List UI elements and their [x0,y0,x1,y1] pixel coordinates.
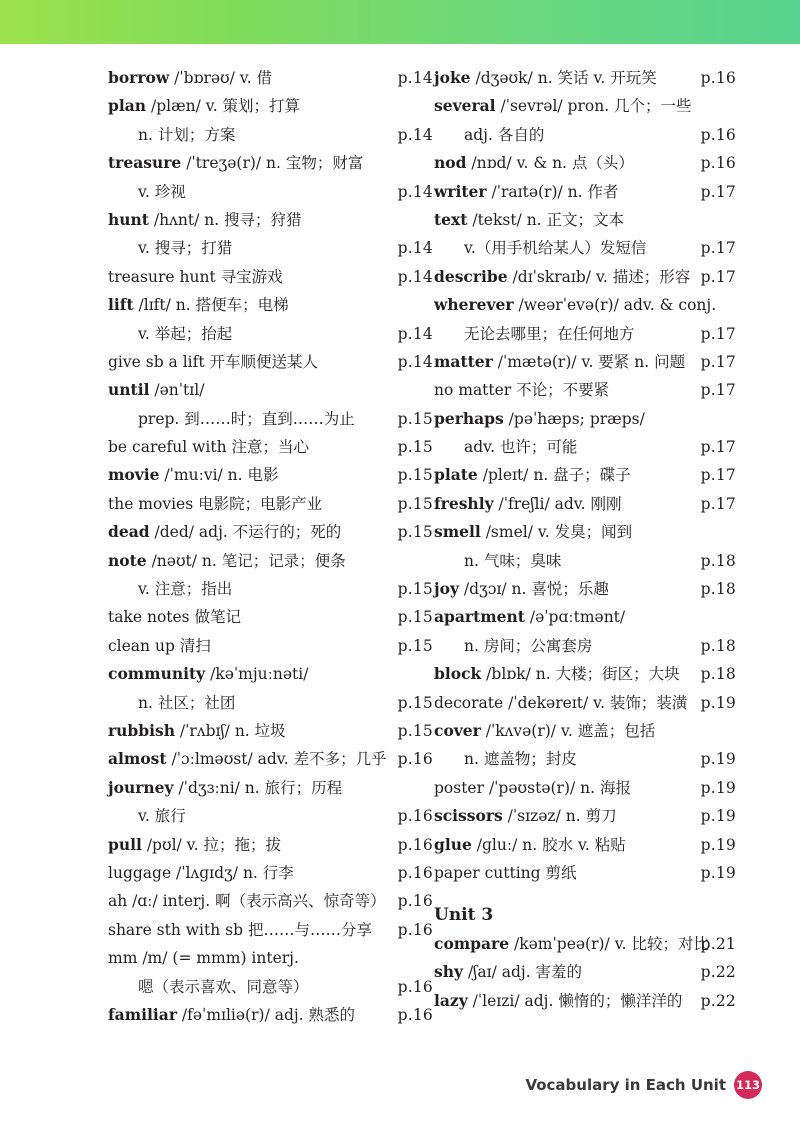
definition: the movies 电影院；电影产业 [108,494,323,513]
vocab-entry [108,433,433,461]
page-reference: p.16 [397,1005,433,1024]
entry-text [434,376,609,404]
vocab-entry [434,603,736,631]
page-reference: p.16 [397,835,433,854]
entry-text [434,461,631,489]
page-reference: p.15 [397,721,433,740]
definition: /ˈbɒrəʊ/ v. 借 [169,69,273,87]
vocab-entry [434,92,736,120]
entry-text [108,64,272,92]
definition: /ˈleɪzi/ adj. 懒惰的；懒洋洋的 [467,991,683,1010]
headword: describe [434,266,508,286]
vocab-entry [108,405,433,433]
entry-text [434,178,619,206]
page-reference: p.16 [700,125,736,144]
page-reference: p.15 [397,608,433,627]
page-reference: p.14 [397,239,433,258]
unit-heading [434,901,736,929]
entry-text [138,689,235,717]
page-reference: p.18 [700,580,736,599]
entry-text [434,92,692,120]
definition: /ˈtreʒə(r)/ n. 宝物；财富 [181,154,364,173]
vocab-column-left [108,64,433,1029]
vocab-entry [434,859,736,887]
page-reference: p.14 [397,267,433,286]
vocab-entry [434,405,736,433]
entry-text [108,916,372,944]
headword: borrow [108,68,170,87]
vocab-entry [434,64,736,92]
definition: /ˈkʌvə(r)/ v. 遮盖；包括 [480,721,656,740]
page-reference: p.16 [700,69,736,87]
entry-text [138,405,355,433]
headword: community [108,664,206,684]
vocab-entry [108,689,433,717]
headword: several [434,96,496,116]
headword: hunt [108,209,149,229]
entry-text [108,149,363,177]
page-reference: p.17 [700,438,736,457]
page-number-badge: 113 [734,1071,762,1099]
entry-text [108,717,286,745]
page-reference: p.15 [397,636,433,655]
definition: n. 房间；公寓套房 [464,636,593,655]
page-reference: p.15 [397,580,433,599]
footer-label: Vocabulary in Each Unit [525,1076,726,1094]
unit-title [434,901,493,929]
vocab-entry [434,689,736,717]
page-reference: p.22 [700,991,736,1010]
page-reference: p.17 [700,182,736,201]
vocab-entry [434,263,736,291]
page-reference: p.16 [397,863,433,882]
definition: /kəmˈpeə(r)/ v. 比较；对比 [509,934,709,953]
vocab-entry [434,887,736,901]
vocab-entry [108,944,433,972]
definition: no matter 不论；不要紧 [434,381,610,400]
vocab-entry [434,958,736,986]
definition: /pʊl/ v. 拉；拖；拔 [141,835,281,854]
definition: /pəˈhæps; præps/ [503,409,645,428]
entry-text [434,149,634,177]
entry-text [434,831,626,859]
definition: poster /ˈpəʊstə(r)/ n. 海报 [434,778,631,797]
page-reference: p.15 [397,409,433,428]
entry-text [108,745,387,773]
page-footer [525,1072,762,1098]
vocab-entry [108,916,433,944]
entry-text [108,490,322,518]
headword: block [434,664,482,684]
definition: /tekst/ n. 正文；文本 [467,210,625,229]
page-reference: p.14 [397,125,433,144]
entry-text [434,575,609,603]
vocab-entry [108,461,433,489]
headword: lift [108,295,134,315]
vocab-entry [434,121,736,149]
vocab-entry [108,547,433,575]
headword: cover [434,720,481,740]
vocab-entry [108,320,433,348]
headword: journey [108,777,174,797]
entry-text [434,206,624,234]
entry-text [434,405,645,433]
entry-text [434,859,577,887]
vocab-entry [108,234,433,262]
entry-text [434,64,657,92]
definition: 嗯（表示喜欢、同意等） [138,977,309,996]
entry-text [138,973,309,1001]
definition: /ˈmætə(r)/ v. 要紧 n. 问题 [492,352,686,371]
page-reference: p.18 [700,636,736,655]
definition: /plæn/ v. 策划；打算 [146,97,301,116]
definition: prep. 到……时；直到……为止 [138,409,355,428]
entry-text [434,930,709,958]
definition: v. 注意；指出 [138,580,233,599]
definition: n. 社区；社团 [138,693,236,712]
entry-text [138,121,235,149]
entry-text [434,518,632,546]
definition: decorate /ˈdekəreɪt/ v. 装饰；装潢 [434,693,688,712]
vocab-entry [108,263,433,291]
headword: until [108,380,150,400]
entry-text [108,461,279,489]
definition: 无论去哪里；在任何地方 [464,324,635,343]
vocab-entry [434,660,736,688]
entry-text [434,263,690,291]
vocab-entry [434,206,736,234]
entry-text [108,1001,355,1029]
vocab-entry [108,149,433,177]
definition: /ˈɔːlməʊst/ adv. 差不多；几乎 [166,750,387,769]
definition: Unit 3 [434,905,494,926]
entry-text [464,234,646,262]
entry-text [434,802,617,830]
page-reference: p.15 [397,523,433,542]
headword: smell [434,522,481,542]
vocab-entry [108,774,433,802]
definition: /dɪˈskraɪb/ v. 描述；形容 [507,267,691,286]
entry-text [108,518,341,546]
vocab-entry [108,973,433,1001]
vocab-entry [434,490,736,518]
vocab-entry [108,490,433,518]
definition: /əˈpɑːtmənt/ [524,608,626,627]
page-reference: p.16 [700,154,736,173]
page-reference: p.14 [397,69,433,87]
vocab-entry [434,433,736,461]
definition: /ded/ adj. 不运行的；死的 [149,523,342,542]
definition: /ˈsevrəl/ pron. 几个；一些 [495,97,692,116]
entry-text [108,944,299,972]
page-reference: p.15 [397,494,433,513]
entry-text [434,774,631,802]
vocab-entry [108,887,433,915]
headword: wherever [434,295,514,315]
definition: /fəˈmɪliə(r)/ adj. 熟悉的 [177,1005,356,1024]
page-reference: p.22 [700,963,736,982]
entry-text [138,178,186,206]
vocab-entry [108,831,433,859]
entry-text [108,831,281,859]
vocab-entry [108,1001,433,1029]
definition: /nəʊt/ n. 笔记；记录；便条 [146,551,346,570]
headword: lazy [434,990,468,1010]
page-reference: p.16 [397,977,433,996]
entry-text [108,376,204,404]
page-reference: p.17 [700,324,736,343]
vocab-entry [434,802,736,830]
entry-text [138,320,232,348]
page-reference: p.14 [397,182,433,201]
page-reference: p.18 [700,551,736,570]
vocab-entry [434,178,736,206]
entry-text [138,234,232,262]
vocab-entry [434,320,736,348]
headword: rubbish [108,720,175,740]
entry-text [434,689,687,717]
definition: /nɒd/ v. & n. 点（头） [466,154,634,173]
page-reference: p.19 [700,693,736,712]
headword: glue [434,834,472,854]
entry-text [108,887,386,915]
entry-text [108,774,342,802]
vocab-entry [434,987,736,1015]
definition: adj. 各自的 [464,125,545,144]
vocab-entry [434,461,736,489]
entry-text [108,859,294,887]
headword: nod [434,153,467,173]
entry-text [434,660,680,688]
headword: joy [434,579,459,599]
vocab-entry [434,575,736,603]
vocab-entry [434,632,736,660]
page-reference: p.15 [397,693,433,712]
page-reference: p.14 [397,324,433,343]
vocab-column-right [434,64,736,1015]
definition: v. 旅行 [138,807,186,826]
vocab-entry [108,64,433,92]
entry-text [434,490,622,518]
page-reference: p.17 [700,381,736,400]
entry-text [108,206,302,234]
definition: /lɪft/ n. 搭便车；电梯 [133,296,289,315]
entry-text [464,320,635,348]
page-reference: p.16 [397,892,433,911]
entry-text [108,660,308,688]
page-reference: p.17 [700,466,736,485]
vocab-entry [108,603,433,631]
definition: /ˈraɪtə(r)/ n. 作者 [486,182,619,201]
headword: freshly [434,493,494,513]
headword: shy [434,962,464,982]
entry-text [464,632,592,660]
vocab-entry [108,575,433,603]
entry-text [108,263,283,291]
definition: /ˈmuːvi/ n. 电影 [159,466,279,485]
vocab-entry [434,774,736,802]
entry-text [464,121,544,149]
definition: /blɒk/ n. 大楼；街区；大块 [481,665,680,684]
definition: share sth with sb 把……与……分享 [108,920,372,939]
vocab-entry [434,291,736,319]
vocab-entry [434,348,736,376]
definition: /ˈsɪzəz/ n. 剪刀 [502,807,617,826]
headword: treasure [108,153,182,173]
entry-text [108,291,289,319]
headword: almost [108,749,167,769]
entry-text [434,348,685,376]
definition: n. 计划；方案 [138,125,236,144]
definition: /ɡluː/ n. 胶水 v. 粘贴 [471,835,626,854]
page-reference: p.19 [700,750,736,769]
vocab-entry [108,802,433,830]
page-reference: p.17 [700,352,736,371]
vocab-entry [108,121,433,149]
definition: /ˈfreʃli/ adv. 刚刚 [493,494,622,513]
page-reference: p.15 [397,438,433,457]
headword: joke [434,68,471,87]
vocab-entry [108,660,433,688]
vocab-entry [434,831,736,859]
page-reference: p.16 [397,750,433,769]
page-reference: p.19 [700,835,736,854]
definition: v.（用手机给某人）发短信 [464,239,647,258]
vocab-entry [108,206,433,234]
headword: perhaps [434,408,504,428]
definition: /ʃaɪ/ adj. 害羞的 [463,963,583,982]
vocab-entry [108,632,433,660]
definition: /hʌnt/ n. 搜寻；狩猎 [148,210,302,229]
headword: dead [108,522,150,542]
definition: /dʒɔɪ/ n. 喜悦；乐趣 [458,580,609,599]
headword: note [108,550,147,570]
vocab-entry [108,859,433,887]
page-reference: p.19 [700,863,736,882]
vocab-entry [108,291,433,319]
page-reference: p.17 [700,239,736,258]
definition: /pleɪt/ n. 盘子；碟子 [477,466,631,485]
headword: writer [434,181,487,201]
vocab-entry [434,547,736,575]
page-reference: p.14 [397,352,433,371]
definition: treasure hunt 寻宝游戏 [108,267,283,286]
entry-text [138,575,232,603]
page-reference: p.19 [700,807,736,826]
definition: ah /ɑː/ interj. 啊（表示高兴、惊奇等） [108,892,386,911]
definition: paper cutting 剪纸 [434,863,577,882]
definition: v. 珍视 [138,182,186,201]
definition: /smel/ v. 发臭；闻到 [480,523,633,542]
vocab-entry [108,178,433,206]
definition: take notes 做笔记 [108,608,242,627]
vocab-entry [108,348,433,376]
entry-text [108,433,309,461]
definition: v. 举起；抬起 [138,324,233,343]
entry-text [464,745,577,773]
entry-text [434,958,582,986]
definition: n. 气味；臭味 [464,551,562,570]
entry-text [464,547,561,575]
page-reference: p.18 [700,665,736,684]
definition: /dʒəʊk/ n. 笑话 v. 开玩笑 [470,69,657,87]
headword: text [434,209,468,229]
definition: clean up 清扫 [108,636,211,655]
page-reference: p.16 [397,920,433,939]
page-reference: p.16 [397,807,433,826]
vocab-entry [434,930,736,958]
entry-text [434,291,716,319]
headword: movie [108,465,160,485]
page-reference: p.17 [700,267,736,286]
entry-text [108,632,211,660]
entry-text [108,348,318,376]
vocab-entry [434,234,736,262]
entry-text [108,92,300,120]
entry-text [434,987,682,1015]
definition: n. 遮盖物；封皮 [464,750,577,769]
definition: /weərˈevə(r)/ adv. & conj. [513,296,717,315]
headword: matter [434,351,493,371]
vocab-entry [434,518,736,546]
definition: /ˈrʌbɪʃ/ n. 垃圾 [175,721,286,740]
headword: pull [108,834,142,854]
vocab-entry [108,745,433,773]
entry-text [138,802,186,830]
headword: scissors [434,806,503,826]
page-reference: p.17 [700,494,736,513]
headword: apartment [434,607,525,627]
vocab-entry [434,376,736,404]
headword: plan [108,96,147,116]
definition: /kəˈmjuːnəti/ [205,665,309,684]
entry-text [434,603,625,631]
page-reference: p.21 [700,934,736,953]
entry-text [108,603,241,631]
entry-text [108,547,346,575]
definition: luggage /ˈlʌɡɪdʒ/ n. 行李 [108,863,294,882]
definition: /ənˈtɪl/ [149,381,205,400]
vocab-entry [108,376,433,404]
headword: familiar [108,1004,177,1024]
vocab-entry [108,518,433,546]
vocab-entry [434,717,736,745]
vocab-entry [108,717,433,745]
page-reference: p.19 [700,778,736,797]
page-reference: p.15 [397,466,433,485]
vocab-entry [434,149,736,177]
definition: /ˈdʒɜːni/ n. 旅行；历程 [173,778,343,797]
definition: adv. 也许；可能 [464,438,578,457]
definition: be careful with 注意；当心 [108,438,309,457]
definition: mm /m/ (= mmm) interj. [108,949,299,968]
vocab-entry [434,745,736,773]
entry-text [434,717,655,745]
headword: compare [434,933,510,953]
headword: plate [434,465,478,485]
entry-text [464,433,577,461]
definition: v. 搜寻；打猎 [138,239,233,258]
vocab-entry [108,92,433,120]
definition: give sb a lift 开车顺便送某人 [108,352,319,371]
top-color-band [0,0,800,44]
